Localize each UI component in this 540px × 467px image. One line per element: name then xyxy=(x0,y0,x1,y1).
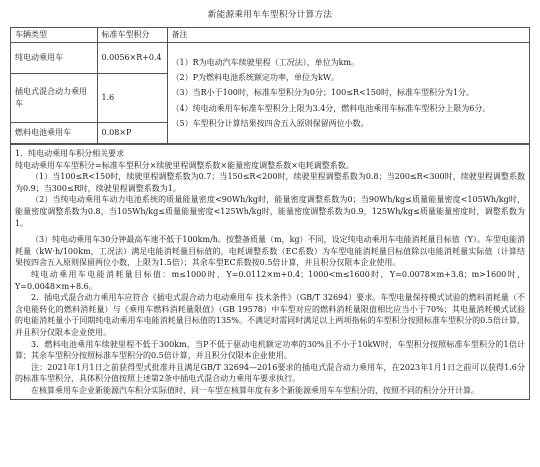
note-item: （3）当R小于100时，标准车型积分为0分；100≤R<150时，标准车型积分为1分。 xyxy=(171,88,475,98)
cell-notes xyxy=(167,43,529,144)
section-heading: 1．纯电动乘用车积分相关要求 xyxy=(15,149,125,159)
content-frame xyxy=(10,27,530,399)
table-header-row xyxy=(11,28,529,42)
header-vehicle-type: 车辆类型 xyxy=(11,28,97,42)
header-notes: 备注 xyxy=(167,28,529,42)
cell-vehicle-type: 纯电动乘用车 xyxy=(11,43,97,74)
body-paragraph: 纯电动乘用车电能消耗量目标值：m≤1000时，Y=0.0112×m+0.4；1000<m≤1600时，Y=0.0078×m+3.8；m>1600时，Y=0.0048×m+8.6。 xyxy=(15,269,525,291)
cell-standard-score: 0.08×P xyxy=(97,123,167,144)
body-paragraph: （2）当纯电动乘用车动力电池系统的质量能量密度<90Wh/kg时，能量密度调整系数为0；当90Wh/kg≤质量能量密度<105Wh/kg时，能量密度调整系数为0.8，当105Wh/kg≤质量能量密度<125Wh/kg时，能量密度调整系数为0.9，125Wh/kg≤质量能量密度时，调整系数为1。 xyxy=(15,195,525,228)
cell-vehicle-type: 燃料电池乘用车 xyxy=(11,123,97,144)
body-paragraph: （1）当100≤R<150时，续驶里程调整系数为0.7；当150≤R<200时，续驶里程调整系数为0.8；当200≤R<300时，续驶里程调整系数为0.9；当300≤R时，续驶里程调整系数为1。 xyxy=(15,172,525,193)
requirements-body xyxy=(11,144,529,398)
header-standard-score: 标准车型积分 xyxy=(97,28,167,42)
cell-vehicle-type: 插电式混合动力乘用车 xyxy=(11,74,97,123)
note-paragraph: 注：2021年1月1日之前获得型式批准并且满足GB/T 32694—2016要求的插电式混合动力乘用车，在2023年1月1日之前可以获得1.6分的标准车型积分，具体积分值按照上述第2条中插电式混合动力乘用车要求执行。 xyxy=(15,362,525,384)
document-title: 新能源乘用车车型积分计算方法 xyxy=(207,10,333,20)
body-paragraph: 纯电动乘用车车型积分=标准车型积分×续驶里程调整系数×能量密度调整系数×电耗调整系数。 xyxy=(15,160,354,170)
note-item: （4）纯电动乘用车标准车型积分上限为3.4分，燃料电池乘用车标准车型积分上限为6分。 xyxy=(171,103,491,113)
body-paragraph: 3．燃料电池乘用车续驶里程不低于300km，当P不低于驱动电机额定功率的30%且不小于10kW时，车型积分按照标准车型积分的1倍计算；其余车型积分按照标准车型积分的0.5倍计算，并且积分仅限本企业使用。 xyxy=(15,339,525,361)
score-table xyxy=(11,28,529,144)
note-item: （2）P为燃料电池系统额定功率，单位为kW。 xyxy=(171,73,340,83)
note-item: （1）R为电动汽车续驶里程（工况法），单位为km。 xyxy=(171,58,360,68)
table-row xyxy=(11,43,529,74)
body-paragraph: 在核算乘用车企业新能源汽车积分实际值时，同一车型在核算年度有多个新能源乘用车车型积分的，按照不同的积分分开计算。 xyxy=(31,385,479,395)
body-paragraph: 2．插电式混合动力乘用车应符合《插电式混合动力电动乘用车 技术条件》（GB/T 32694）要求。车型电量保持模式试验的燃料消耗量（不含电能转化的燃料消耗量）与《乘用车燃料消耗量限值》（GB 19578）中车型对应的燃料消耗量限值相比应当小于70%；其电量消耗模式试验的电能消耗量小于同期纯电动乘用车电能消耗量目标值的135%。不满足时需同时满足以上两项指标的车型积分按照标准车型积分的0.5倍计算，并且积分仅限本企业使用。 xyxy=(15,293,525,337)
note-item: （5）车型积分计算结果按四舍五入原则保留两位小数。 xyxy=(171,118,369,128)
cell-standard-score: 1.6 xyxy=(97,74,167,123)
cell-standard-score: 0.0056×R+0.4 xyxy=(97,43,167,74)
body-paragraph: （3）纯电动乘用车30分钟最高车速不低于100km/h。按整备质量（m，kg）不同，设定纯电动乘用车电能消耗量目标值（Y）。车型电能消耗量（kW·h/100km，工况法）满足电能消耗量目标值的，电耗调整系数（EC系数）为车型电能消耗量目标值除以电能消耗量实际值（计算结果按四舍五入原则保留两位小数，上限为1.5倍）；其余车型EC系数按0.5倍计算，并且积分仅限本企业使用。 xyxy=(15,235,525,268)
